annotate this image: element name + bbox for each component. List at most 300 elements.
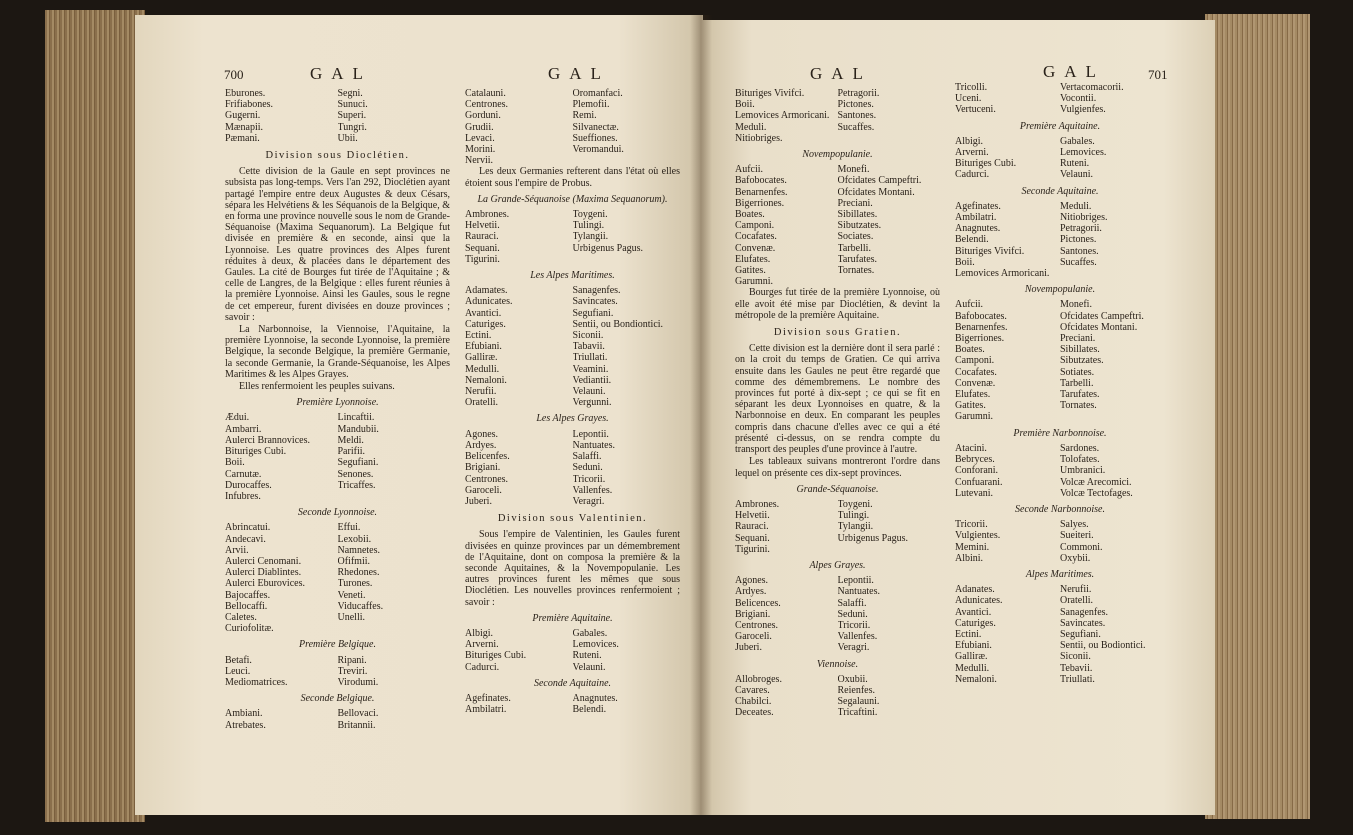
people-name-left: Cocafates.: [955, 366, 997, 378]
people-name-right: Meduli.: [1060, 200, 1092, 212]
people-name-left: Levaci.: [465, 132, 495, 144]
people-name-left: Convenæ.: [735, 242, 776, 254]
people-name-left: Pæmani.: [225, 132, 260, 144]
name-row: [465, 144, 680, 155]
name-row: [465, 397, 680, 408]
people-name-right: Velauni.: [1060, 169, 1094, 181]
people-name-left: Juberi.: [465, 495, 492, 507]
name-row: [225, 412, 450, 423]
name-row: [735, 696, 940, 707]
people-name-right: Volcæ Arecomici.: [1060, 476, 1132, 488]
name-row: [735, 110, 940, 121]
people-name-left: Avantici.: [955, 606, 992, 618]
people-name-right: Reienfes.: [837, 684, 875, 696]
people-name-left: Arverni.: [465, 639, 499, 651]
people-name-left: Bituriges Vivifci.: [735, 88, 805, 99]
people-name-left: Lutevani.: [955, 487, 994, 499]
province-heading: Première Aquitaine.: [1019, 120, 1101, 132]
people-name-left: Anagnutes.: [955, 223, 1001, 235]
people-name-left: Morini.: [465, 144, 496, 156]
running-head-left-2: GAL: [548, 64, 610, 83]
people-name-left: Tigurini.: [735, 543, 770, 555]
people-name-right: Senones.: [337, 468, 374, 480]
name-row: [225, 677, 450, 688]
name-row: [955, 519, 1165, 530]
section-heading: Division sous Dioclétien.: [265, 150, 410, 162]
people-name-right: Tabavii.: [572, 341, 605, 353]
people-name-left: Caturiges.: [955, 617, 996, 629]
people-name-left: Boii.: [955, 256, 975, 268]
people-name-right: Tulingi.: [572, 220, 605, 232]
people-name-left: Uceni.: [955, 93, 982, 105]
people-name-right: Vallenfes.: [572, 484, 613, 496]
name-row: [735, 707, 940, 718]
name-row: [465, 209, 680, 220]
people-name-right: Sanagenfes.: [1060, 606, 1109, 618]
name-row: [225, 88, 450, 99]
people-name-right: Oxubii.: [837, 673, 868, 685]
people-name-right: Tornates.: [837, 265, 875, 277]
people-name-right: Rhedones.: [337, 567, 380, 579]
people-name-left: Belendi.: [955, 234, 989, 246]
people-name-right: Toygeni.: [837, 498, 873, 510]
province-heading: Seconde Aquitaine.: [1021, 185, 1099, 197]
people-name-right: Treviri.: [337, 665, 368, 677]
people-name-left: Cadurci.: [465, 661, 500, 673]
name-row: [465, 341, 680, 352]
people-name-right: Segufiani.: [337, 457, 379, 469]
name-row: [465, 231, 680, 242]
name-row: [225, 534, 450, 545]
people-name-left: Aulerci Diablintes.: [225, 567, 302, 579]
people-name-right: Mandubii.: [337, 423, 379, 435]
people-name-right: Sueffiones.: [572, 132, 618, 144]
people-name-right: Tricorii.: [837, 619, 871, 631]
people-name-right: Umbranici.: [1060, 465, 1106, 477]
people-name-right: Pictones.: [837, 99, 874, 111]
province-heading: Alpes Maritimes.: [1025, 568, 1095, 580]
people-name-right: Urbigenus Pagus.: [572, 242, 644, 254]
page-edges-right: [1205, 14, 1310, 819]
people-name-right: Salaffi.: [572, 451, 602, 463]
name-row: [955, 367, 1165, 378]
name-row: [465, 628, 680, 639]
name-row: [225, 578, 450, 589]
people-name-right: Siconii.: [1060, 651, 1091, 663]
people-name-right: Preciani.: [837, 197, 873, 209]
name-row: [735, 209, 940, 220]
name-row: [225, 567, 450, 578]
name-row: [465, 110, 680, 121]
people-name-right: Toygeni.: [572, 209, 608, 221]
province-heading: Première Belgique.: [298, 639, 376, 651]
province-heading: Grande-Séquanoise.: [796, 483, 879, 495]
people-name-right: Sibillates.: [837, 209, 878, 221]
people-name-right: Sueiteri.: [1060, 530, 1094, 542]
people-name-left: Nerufii.: [465, 386, 497, 398]
province-heading: Les Alpes Grayes.: [536, 413, 609, 425]
people-name-right: Vallenfes.: [837, 631, 878, 643]
people-name-right: Tulingi.: [837, 510, 870, 522]
name-row: [955, 607, 1165, 618]
people-name-right: Parifii.: [337, 446, 365, 458]
page-edges-left: [45, 10, 145, 822]
name-row: [735, 175, 940, 186]
name-row: [465, 308, 680, 319]
people-name-right: Meldi.: [337, 434, 364, 446]
people-name-left: Ambrones.: [735, 498, 780, 510]
name-row: [225, 720, 450, 731]
people-name-left: Convenæ.: [955, 377, 996, 389]
name-row: [465, 122, 680, 133]
people-name-left: Atrebates.: [225, 719, 266, 731]
people-name-right: Bellovaci.: [337, 708, 379, 720]
people-name-left: Catalauni.: [465, 88, 506, 99]
people-name-right: Viducaffes.: [337, 600, 384, 612]
name-row: [465, 99, 680, 110]
people-name-left: Ardyes.: [735, 586, 767, 598]
people-name-left: Memini.: [955, 541, 990, 553]
people-name-right: Sibillates.: [1060, 344, 1100, 356]
people-name-right: Pictones.: [1060, 234, 1097, 246]
people-name-left: Agones.: [735, 575, 769, 587]
people-name-left: Medulli.: [955, 662, 990, 674]
people-name-right: Tungri.: [337, 121, 367, 133]
people-name-right: Tricaffes.: [337, 479, 376, 491]
name-row: [465, 243, 680, 254]
name-row: [225, 623, 450, 634]
people-name-right: Nitiobriges.: [1060, 212, 1108, 224]
people-name-left: Bituriges Cubi.: [225, 446, 287, 458]
name-row: [955, 674, 1165, 685]
name-row: [955, 322, 1165, 333]
people-name-right: Preciani.: [1060, 333, 1096, 345]
people-name-left: Boates.: [955, 344, 985, 356]
people-name-right: Sanagenfes.: [572, 285, 621, 297]
name-row: [735, 243, 940, 254]
name-row: [465, 319, 680, 330]
name-row: [735, 609, 940, 620]
people-name-left: Garumni.: [735, 276, 774, 288]
people-name-right: Triullati.: [572, 352, 608, 364]
people-name-left: Cadurci.: [955, 169, 990, 181]
paragraph: Bourges fut tirée de la première Lyonnoise, où elle avoit été mise par Dioclétien, & devint la métropole de la première Aquitaine.: [735, 287, 940, 321]
page-number-left: 700: [224, 67, 244, 82]
people-name-left: Gorduni.: [465, 110, 501, 122]
people-name-left: Andecavi.: [225, 533, 266, 545]
name-row: [955, 234, 1165, 245]
people-name-right: Veromandui.: [572, 144, 624, 156]
column-3: [735, 88, 940, 719]
name-row: [465, 88, 680, 99]
province-heading: Alpes Grayes.: [809, 559, 866, 571]
province-heading: Première Aquitaine.: [532, 612, 613, 624]
people-name-right: Segni.: [337, 88, 363, 99]
name-row: [955, 104, 1165, 115]
name-row: [955, 169, 1165, 180]
people-name-right: Vediantii.: [572, 374, 612, 386]
name-row: [735, 598, 940, 609]
name-row: [465, 364, 680, 375]
people-name-right: Ofcidates Campeftri.: [837, 175, 922, 187]
people-name-left: Bafobocates.: [955, 310, 1007, 322]
people-name-right: Sucaffes.: [1060, 256, 1097, 268]
name-row: [735, 499, 940, 510]
people-name-left: Elufates.: [735, 253, 771, 265]
people-name-right: Veragri.: [572, 495, 605, 507]
people-name-right: Ruteni.: [572, 650, 602, 662]
name-row: [465, 474, 680, 485]
name-row: [955, 595, 1165, 606]
people-name-right: Sunuci.: [337, 99, 368, 111]
people-name-right: Siconii.: [572, 330, 604, 342]
people-name-right: Britannii.: [337, 719, 376, 731]
name-row: [735, 631, 940, 642]
people-name-right: Remi.: [572, 110, 597, 122]
province-heading: La Grande-Séquanoise (Maxima Sequanorum).: [477, 193, 668, 205]
name-row: [465, 440, 680, 451]
name-row: [225, 590, 450, 601]
people-name-left: Chabilci.: [735, 696, 772, 708]
name-row: [955, 147, 1165, 158]
name-row: [955, 344, 1165, 355]
name-row: [735, 510, 940, 521]
people-name-right: Ofcidates Campeftri.: [1060, 310, 1144, 322]
people-name-right: Ofcidates Montani.: [1060, 321, 1138, 333]
province-heading: Novempopulanie.: [802, 149, 873, 161]
people-name-left: Aufcii.: [955, 299, 984, 311]
name-row: [735, 575, 940, 586]
name-row: [735, 164, 940, 175]
people-name-left: Bituriges Cubi.: [465, 650, 527, 662]
people-name-right: Sentii, ou Bondiontici.: [572, 318, 664, 330]
people-name-left: Bebryces.: [955, 454, 995, 466]
people-name-left: Boates.: [735, 209, 765, 221]
name-row: [225, 424, 450, 435]
paragraph: Les tableaux suivans montreront l'ordre dans lequel on présente ces dix-sept provinces.: [735, 456, 940, 479]
column-1: [225, 88, 450, 731]
people-name-left: Frifiabones.: [225, 99, 274, 111]
name-row: [955, 223, 1165, 234]
name-row: [225, 491, 450, 502]
name-row: [955, 246, 1165, 257]
people-name-right: Tarbelli.: [1060, 377, 1094, 389]
name-row: [465, 220, 680, 231]
people-name-right: Ofcidates Montani.: [837, 186, 915, 198]
name-row: [955, 333, 1165, 344]
people-name-right: Unelli.: [337, 611, 365, 623]
people-name-left: Brigiani.: [465, 462, 501, 474]
people-name-left: Ambarri.: [225, 423, 262, 435]
people-name-left: Vertuceni.: [955, 104, 996, 116]
name-row: [955, 355, 1165, 366]
people-name-left: Tricorii.: [955, 519, 988, 531]
people-name-right: Oxybii.: [1060, 552, 1091, 564]
people-name-right: Sibutzates.: [1060, 355, 1104, 367]
people-name-left: Arvii.: [225, 544, 249, 556]
people-name-left: Deceates.: [735, 707, 774, 719]
name-row: [735, 99, 940, 110]
people-name-left: Abrincatui.: [225, 522, 271, 534]
people-name-right: Vergunni.: [572, 397, 612, 409]
people-name-right: Sardones.: [1060, 442, 1100, 454]
province-heading: Première Narbonnoise.: [1013, 427, 1107, 439]
name-row: [735, 265, 940, 276]
people-name-left: Gugerni.: [225, 110, 261, 122]
people-name-right: Velauni.: [572, 386, 606, 398]
people-name-right: Urbigenus Pagus.: [837, 532, 909, 544]
people-name-right: Savincates.: [572, 296, 618, 308]
people-name-right: Superi.: [337, 110, 367, 122]
people-name-left: Allobroges.: [735, 673, 782, 685]
people-name-right: Lemovices.: [1060, 147, 1107, 159]
people-name-left: Gatites.: [735, 265, 766, 277]
name-row: [955, 411, 1165, 422]
people-name-left: Lemovices Armoricani.: [955, 268, 1050, 280]
people-name-right: Sotiates.: [1060, 366, 1095, 378]
column-2: [465, 88, 680, 715]
people-name-left: Bafobocates.: [735, 175, 787, 187]
province-heading: Viennoise.: [816, 658, 859, 670]
name-row: [225, 133, 450, 144]
people-name-left: Sequani.: [465, 242, 500, 254]
name-row: [465, 429, 680, 440]
people-name-left: Lemovices Armoricani.: [735, 110, 830, 122]
name-row: [955, 93, 1165, 104]
people-name-left: Confuarani.: [955, 476, 1003, 488]
people-name-right: Vocontii.: [1060, 93, 1097, 105]
people-name-left: Mediomatrices.: [225, 676, 288, 688]
people-name-left: Belicences.: [735, 597, 781, 609]
people-name-left: Adunicates.: [955, 595, 1003, 607]
people-name-right: Seduni.: [837, 608, 868, 620]
people-name-left: Centrones.: [465, 99, 509, 111]
running-head-right: GAL: [810, 64, 872, 83]
name-row: [225, 122, 450, 133]
people-name-left: Adamates.: [465, 285, 508, 297]
people-name-left: Avantici.: [465, 307, 502, 319]
name-row: [735, 533, 940, 544]
people-name-left: Oratelli.: [465, 397, 499, 409]
name-row: [225, 469, 450, 480]
name-row: [735, 231, 940, 242]
name-row: [465, 133, 680, 144]
people-name-right: Nerufii.: [1060, 584, 1092, 596]
people-name-left: Aulerci Eburovices.: [225, 578, 305, 590]
people-name-left: Grudii.: [465, 121, 494, 133]
people-name-left: Albigi.: [465, 627, 494, 639]
name-row: [955, 257, 1165, 268]
name-row: [735, 642, 940, 653]
people-name-left: Curiofolitæ.: [225, 623, 274, 635]
people-name-left: Leuci.: [225, 665, 251, 677]
people-name-right: Ruteni.: [1060, 158, 1090, 170]
name-row: [735, 133, 940, 144]
people-name-left: Boii.: [735, 99, 755, 111]
name-row: [465, 693, 680, 704]
people-name-left: Nemaloni.: [465, 374, 507, 386]
paragraph: Les deux Germanies refterent dans l'état où elles étoient sous l'empire de Probus.: [465, 166, 680, 189]
column-4: [955, 82, 1165, 685]
people-name-left: Camponi.: [955, 355, 995, 367]
people-name-right: Salyes.: [1060, 519, 1089, 531]
book-gutter: [690, 15, 712, 815]
name-row: [225, 708, 450, 719]
people-name-left: Nemaloni.: [955, 673, 997, 685]
people-name-left: Bituriges Cubi.: [955, 158, 1017, 170]
name-row: [465, 352, 680, 363]
people-name-right: Ubii.: [337, 132, 358, 144]
name-row: [225, 480, 450, 491]
people-name-left: Carnutæ.: [225, 468, 262, 480]
people-name-left: Agefinates.: [955, 200, 1001, 212]
name-row: [955, 542, 1165, 553]
people-name-left: Betafi.: [225, 654, 252, 666]
people-name-right: Tricaftini.: [837, 707, 878, 719]
people-name-left: Helvetii.: [465, 220, 500, 232]
people-name-right: Anagnutes.: [572, 692, 618, 704]
people-name-left: Aufcii.: [735, 164, 764, 176]
people-name-right: Monefi.: [1060, 299, 1092, 311]
people-name-right: Monefi.: [837, 164, 870, 176]
province-heading: Les Alpes Maritimes.: [530, 270, 615, 282]
people-name-left: Efubiani.: [465, 341, 502, 353]
people-name-right: Belendi.: [572, 704, 607, 716]
people-name-right: Lexobii.: [337, 533, 372, 545]
people-name-right: Tylangii.: [572, 231, 609, 243]
people-name-left: Ectini.: [955, 628, 982, 640]
people-name-left: Helvetii.: [735, 510, 770, 522]
people-name-right: Tebavii.: [1060, 662, 1093, 674]
people-name-right: Tarufates.: [837, 253, 878, 265]
people-name-right: Sibutzates.: [837, 220, 882, 232]
name-row: [465, 330, 680, 341]
people-name-left: Albigi.: [955, 135, 984, 147]
province-heading: Novempopulanie.: [1024, 284, 1096, 296]
people-name-left: Juberi.: [735, 642, 762, 654]
name-row: [465, 296, 680, 307]
people-name-right: Volcæ Tectofages.: [1060, 487, 1133, 499]
people-name-right: Vertacomacorii.: [1060, 82, 1124, 93]
people-name-left: Benarnenfes.: [735, 186, 788, 198]
name-row: [225, 522, 450, 533]
province-heading: Seconde Lyonnoise.: [297, 507, 378, 519]
people-name-left: Ambilatri.: [465, 704, 507, 716]
people-name-right: Ripani.: [337, 654, 367, 666]
name-row: [955, 268, 1165, 279]
name-row: [225, 655, 450, 666]
province-heading: Seconde Narbonnoise.: [1015, 503, 1105, 515]
people-name-right: Silvanectæ.: [572, 121, 619, 133]
name-row: [465, 451, 680, 462]
people-name-right: Santones.: [1060, 245, 1099, 257]
name-row: [225, 556, 450, 567]
people-name-left: Elufates.: [955, 389, 991, 401]
people-name-right: Gabales.: [572, 627, 608, 639]
name-row: [465, 662, 680, 673]
name-row: [955, 158, 1165, 169]
people-name-left: Bituriges Vivifci.: [955, 245, 1025, 257]
page-number-right: 701: [1148, 67, 1168, 82]
running-head-left: GAL: [310, 64, 372, 83]
people-name-left: Aulerci Brannovices.: [225, 434, 310, 446]
name-row: [465, 155, 680, 166]
name-row: [955, 136, 1165, 147]
name-row: [955, 553, 1165, 564]
name-row: [955, 82, 1165, 93]
paragraph: La Narbonnoise, la Viennoise, l'Aquitaine, la première Lyonnoise, la seconde Lyonnoise, la première Belgique, la seconde Belgique, la première Germanie, la seconde Germanie, la Grande-Séquanoise, les Alpes Maritimes & les Alpes Grayes.: [225, 324, 450, 380]
name-row: [225, 666, 450, 677]
